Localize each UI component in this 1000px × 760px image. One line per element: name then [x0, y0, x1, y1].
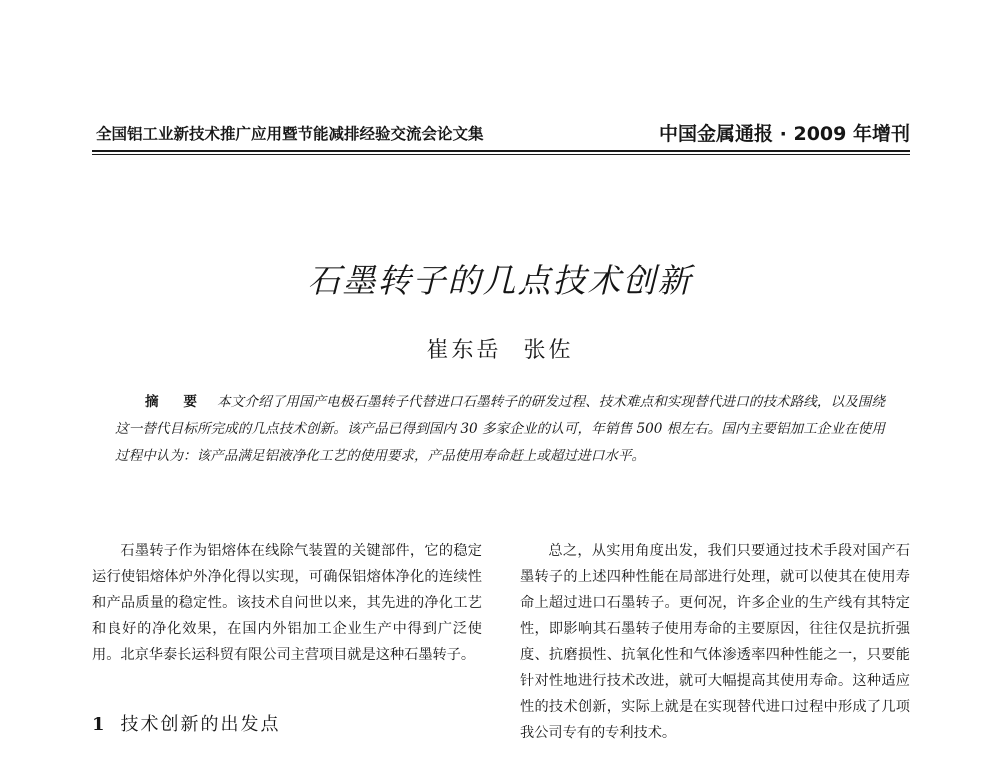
section-title: 技术创新的出发点: [120, 714, 281, 735]
journal-issue: 中国金属通报 · 2009 年增刊: [659, 123, 910, 145]
header-rule-thin: [92, 154, 910, 155]
abstract-label: 摘 要: [145, 394, 208, 410]
section-heading: [92, 710, 281, 736]
paper-title: 石墨转子的几点技术创新: [307, 261, 693, 300]
abstract-text: 本文介绍了用国产电极石墨转子代替进口石墨转子的研发过程、技术难点和实现替代进口的技术路线，以及围绕这一替代目标所完成的几点技术创新。该产品已得到国内 30 多家企业的认可，年销售 500 根左右。国内主要铝加工企业在使用过程中认为：该产品满足铝液净化工艺的使用要求，产品使用寿命赶上或超过进口水平。: [115, 394, 886, 464]
body-column-left: [92, 538, 482, 668]
abstract-block: [115, 389, 885, 470]
body-column-right: [520, 538, 910, 746]
body-paragraph: 总之，从实用角度出发，我们只要通过技术手段对国产石墨转子的上述四种性能在局部进行处理，就可以使其在使用寿命上超过进口石墨转子。更何况，许多企业的生产线有其特定性，即影响其石墨转子使用寿命的主要原因，往往仅是抗折强度、抗磨损性、抗氧化性和气体渗透率四种性能之一，只要能针对性地进行技术改进，就可大幅提高其使用寿命。这种适应性的技术创新，实际上就是在实现替代进口过程中形成了几项我公司专有的专利技术。: [520, 543, 910, 741]
paper-authors: 崔东岳 张佐: [426, 338, 574, 363]
body-paragraph: 石墨转子作为铝熔体在线除气装置的关键部件，它的稳定运行使铝熔体炉外净化得以实现，可确保铝熔体净化的连续性和产品质量的稳定性。该技术自问世以来，其先进的净化工艺和良好的净化效果，在国内外铝加工企业生产中得到广泛使用。北京华泰长运科贸有限公司主营项目就是这种石墨转子。: [92, 543, 482, 663]
journal-series-title: 全国铝工业新技术推广应用暨节能减排经验交流会论文集: [96, 124, 484, 143]
section-number: 1: [92, 714, 107, 735]
header-rule-thick: [92, 150, 910, 152]
